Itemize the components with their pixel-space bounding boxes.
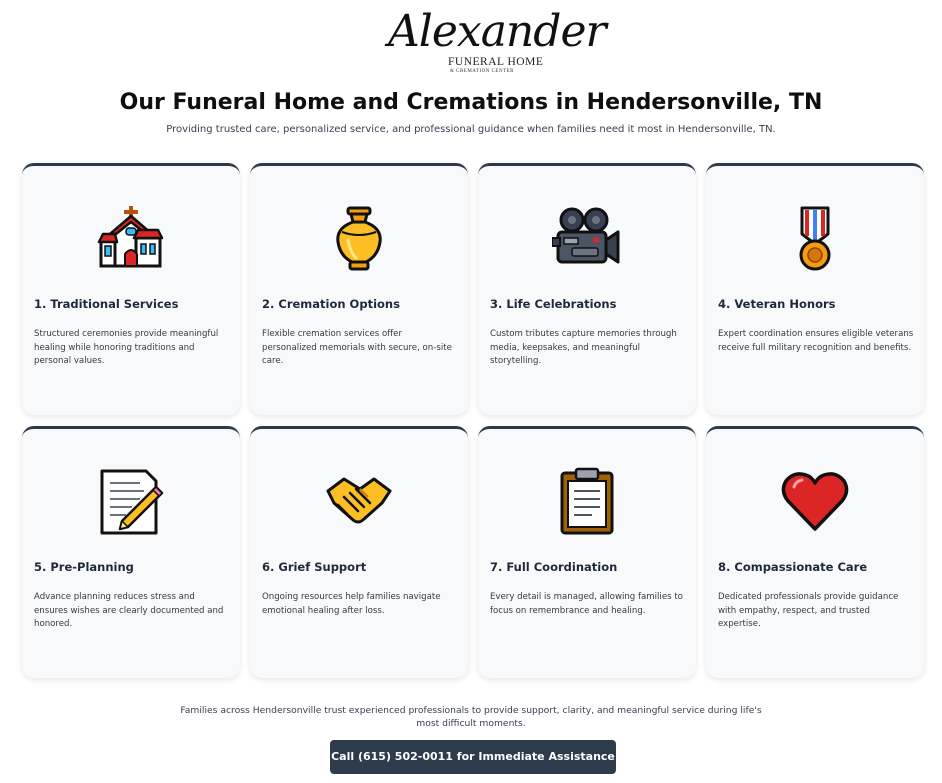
church-icon: [96, 204, 166, 274]
logo-script-text: Alexander: [388, 6, 606, 57]
service-card-cremation: [250, 163, 468, 415]
logo-tagline: & CREMATION CENTER: [450, 69, 514, 74]
military-medal-icon: [780, 204, 850, 274]
service-card-preplanning: [22, 426, 240, 678]
service-title: 3. Life Celebrations: [490, 297, 617, 311]
service-title: 4. Veteran Honors: [718, 297, 836, 311]
service-description: Advance planning reduces stress and ensures wishes are clearly documented and honored.: [34, 592, 224, 630]
service-title: 7. Full Coordination: [490, 560, 618, 574]
logo-subtitle: FUNERAL HOME: [448, 56, 544, 68]
service-description: Dedicated professionals provide guidance with empathy, respect, and trusted expertise.: [718, 592, 899, 630]
service-card-veteran: [706, 163, 924, 415]
service-card-compassion: [706, 426, 924, 678]
footer-text: Families across Hendersonville trust experienced professionals to provide support, clarity, and meaningful service during life's most difficult moments.: [180, 705, 762, 729]
heart-icon: [780, 467, 850, 537]
service-title: 1. Traditional Services: [34, 297, 179, 311]
logo[interactable]: [0, 4, 942, 78]
service-card-coordination: [478, 426, 696, 678]
service-description: Structured ceremonies provide meaningful healing while honoring traditions and personal values.: [34, 329, 219, 367]
service-description: Every detail is managed, allowing families to focus on remembrance and healing.: [490, 592, 683, 616]
handshake-icon: [324, 467, 394, 537]
clipboard-icon: [552, 467, 622, 537]
service-card-grief: [250, 426, 468, 678]
service-title: 6. Grief Support: [262, 560, 367, 574]
service-description: Custom tributes capture memories through media, keepsakes, and meaningful storytelling.: [490, 329, 677, 367]
page-subtitle: Providing trusted care, personalized service, and professional guidance when families need it most in Hendersonville, TN.: [166, 124, 776, 135]
call-button[interactable]: Call (615) 502-0011 for Immediate Assistance: [330, 740, 616, 774]
service-description: Ongoing resources help families navigate emotional healing after loss.: [262, 592, 441, 616]
service-title: 8. Compassionate Care: [718, 560, 868, 574]
service-card-celebrations: [478, 163, 696, 415]
service-description: Flexible cremation services offer personalized memorials with secure, on-site care.: [262, 329, 452, 367]
urn-icon: [324, 204, 394, 274]
movie-camera-icon: [552, 204, 622, 274]
service-card-traditional: [22, 163, 240, 415]
service-description: Expert coordination ensures eligible veterans receive full military recognition and benefits.: [718, 329, 914, 353]
page-title: Our Funeral Home and Cremations in Hendersonville, TN: [119, 90, 823, 115]
service-title: 5. Pre-Planning: [34, 560, 134, 574]
memo-icon: [96, 467, 166, 537]
service-title: 2. Cremation Options: [262, 297, 400, 311]
